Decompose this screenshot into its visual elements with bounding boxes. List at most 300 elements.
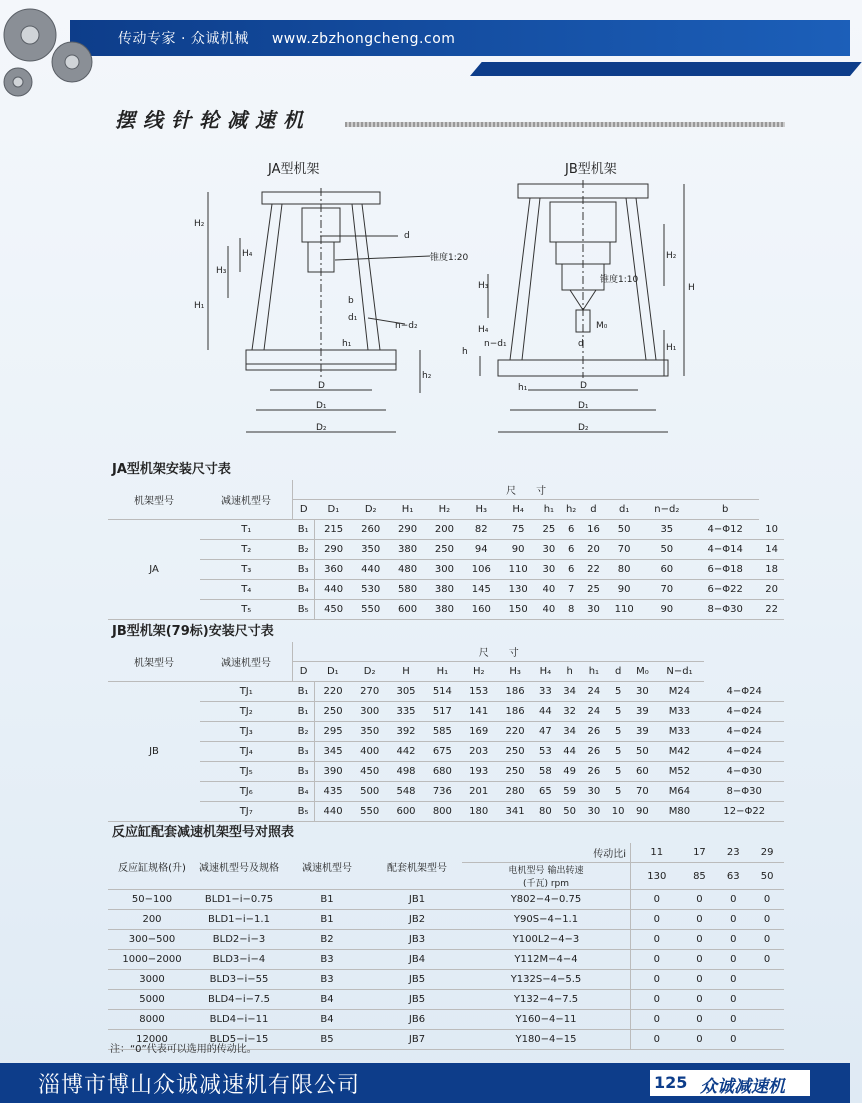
footer-brand: 众诚减速机 <box>700 1077 785 1097</box>
jb-dimension-table <box>108 642 784 822</box>
jb-value-cell: 4−Φ24 <box>704 742 784 762</box>
ja-value-cell: 25 <box>537 520 562 540</box>
ja-value-cell: 8−Φ30 <box>691 600 759 620</box>
kt-mark-cell: 0 <box>750 890 784 910</box>
jb-value-cell: 5 <box>606 782 630 802</box>
jb-value-cell: 5 <box>606 762 630 782</box>
kt-mark-cell: 0 <box>716 990 750 1010</box>
ja-label-nd2: n−d₂ <box>395 321 418 331</box>
jb-value-cell: 270 <box>351 682 387 702</box>
jb-table-row <box>108 802 784 822</box>
ja-value-cell: 16 <box>581 520 606 540</box>
kt-reducer-cell: B4 <box>282 990 372 1010</box>
kt-table-row <box>108 970 784 990</box>
jb-value-cell: 400 <box>351 742 387 762</box>
jb-value-cell: 49 <box>558 762 582 782</box>
ja-value-cell: 70 <box>606 540 643 560</box>
ja-value-cell: 160 <box>463 600 500 620</box>
ja-value-cell: 75 <box>500 520 537 540</box>
jb-reducer-cell: B₃ <box>293 742 315 762</box>
kt-mark-cell: 0 <box>631 890 683 910</box>
ja-value-cell: 94 <box>463 540 500 560</box>
kt-speed: 50 <box>750 863 784 890</box>
jb-value-cell: 39 <box>630 722 654 742</box>
ja-table-row <box>108 520 784 540</box>
ja-label-D1: D₁ <box>316 401 327 411</box>
ja-label-H3: H₃ <box>216 266 227 276</box>
kt-mark-cell: 0 <box>716 1010 750 1030</box>
kt-speed: 85 <box>683 863 717 890</box>
ja-value-cell: 6−Φ18 <box>691 560 759 580</box>
jb-value-cell: 305 <box>388 682 424 702</box>
ja-value-cell: 10 <box>759 520 784 540</box>
ja-value-cell: 30 <box>581 600 606 620</box>
jb-dim-col: H₃ <box>497 662 533 682</box>
jb-label-D: D <box>580 381 587 391</box>
ja-dim-header: 尺 寸 <box>293 480 760 500</box>
kt-frame-cell: JB4 <box>372 950 462 970</box>
ja-value-cell: 25 <box>581 580 606 600</box>
jb-value-cell: 70 <box>630 782 654 802</box>
kt-mark-cell: 0 <box>683 910 717 930</box>
jb-value-cell: 65 <box>533 782 557 802</box>
jb-frame-cell: TJ₇ <box>200 802 293 822</box>
kt-motor-cell: Y160−4−11 <box>462 1010 631 1030</box>
jb-reducer-cell: B₅ <box>293 802 315 822</box>
ja-value-cell: 7 <box>561 580 581 600</box>
jb-dim-col: D₁ <box>314 662 351 682</box>
jb-value-cell: 153 <box>461 682 497 702</box>
jb-value-cell: 250 <box>497 762 533 782</box>
ja-value-cell: 40 <box>537 580 562 600</box>
kt-spec-cell: BLD1−i−0.75 <box>196 890 282 910</box>
ja-value-cell: 8 <box>561 600 581 620</box>
jb-value-cell: 585 <box>424 722 460 742</box>
jb-value-cell: 390 <box>314 762 351 782</box>
kt-frame-cell: JB3 <box>372 930 462 950</box>
ja-value-cell: 550 <box>352 600 389 620</box>
jb-value-cell: 392 <box>388 722 424 742</box>
jb-frame-drawing <box>458 178 728 448</box>
jb-table-title: JB型机架(79标)安装尺寸表 <box>112 624 274 639</box>
ja-value-cell: 82 <box>463 520 500 540</box>
jb-frame-cell: TJ₆ <box>200 782 293 802</box>
ja-col-reducer: 减速机型号 <box>200 480 293 520</box>
jb-value-cell: 295 <box>314 722 351 742</box>
jb-value-cell: 736 <box>424 782 460 802</box>
jb-col-frame: 机架型号 <box>108 642 200 682</box>
ja-dim-col: d <box>581 500 606 520</box>
kt-col-motor-unit: (千瓦) <box>522 879 548 889</box>
jb-label-D2: D₂ <box>578 423 589 433</box>
jb-group-label: JB <box>108 682 200 822</box>
jb-value-cell: 180 <box>461 802 497 822</box>
ja-value-cell: 110 <box>500 560 537 580</box>
ja-value-cell: 14 <box>759 540 784 560</box>
kt-motor-cell: Y802−4−0.75 <box>462 890 631 910</box>
jb-value-cell: 44 <box>558 742 582 762</box>
jb-value-cell: 169 <box>461 722 497 742</box>
jb-value-cell: 24 <box>582 702 606 722</box>
kt-reducer-cell: B1 <box>282 890 372 910</box>
jb-value-cell: 186 <box>497 682 533 702</box>
ja-reducer-cell: B₄ <box>293 580 315 600</box>
ja-value-cell: 380 <box>426 580 463 600</box>
kt-kettle-cell: 5000 <box>108 990 196 1010</box>
jb-value-cell: 5 <box>606 742 630 762</box>
jb-value-cell: 33 <box>533 682 557 702</box>
ja-dim-col: H₃ <box>463 500 500 520</box>
kt-speed: 63 <box>716 863 750 890</box>
jb-dim-col: H <box>388 662 424 682</box>
jb-value-cell: 26 <box>582 762 606 782</box>
kt-ratio: 29 <box>750 843 784 863</box>
ja-label-H1: H₁ <box>194 301 205 311</box>
jb-dim-col: H₄ <box>533 662 557 682</box>
kt-kettle-cell: 1000−2000 <box>108 950 196 970</box>
ja-dim-col: b <box>691 500 759 520</box>
ja-value-cell: 50 <box>606 520 643 540</box>
title-rule <box>345 122 785 127</box>
ja-label-d: d <box>404 231 410 241</box>
jb-value-cell: 550 <box>351 802 387 822</box>
ja-value-cell: 530 <box>352 580 389 600</box>
ja-dim-col: H₄ <box>500 500 537 520</box>
kt-reducer-cell: B5 <box>282 1030 372 1050</box>
ja-dim-col: d₁ <box>606 500 643 520</box>
ja-dim-col: H₁ <box>389 500 426 520</box>
kt-speed: 130 <box>631 863 683 890</box>
jb-value-cell: 32 <box>558 702 582 722</box>
ja-group-label: JA <box>108 520 200 620</box>
jb-value-cell: 5 <box>606 702 630 722</box>
jb-value-cell: M80 <box>655 802 705 822</box>
ja-label-H2: H₂ <box>194 219 205 229</box>
ja-value-cell: 290 <box>314 540 352 560</box>
header-url: www.zbzhongcheng.com <box>271 31 456 47</box>
kt-mark-cell: 0 <box>716 970 750 990</box>
kt-mark-cell: 0 <box>683 1010 717 1030</box>
kt-reducer-cell: B2 <box>282 930 372 950</box>
ja-frame-cell: T₂ <box>200 540 293 560</box>
ja-reducer-cell: B₁ <box>293 520 315 540</box>
jb-value-cell: M52 <box>655 762 705 782</box>
jb-dim-col: h <box>558 662 582 682</box>
jb-frame-cell: TJ₅ <box>200 762 293 782</box>
ja-label-D: D <box>318 381 325 391</box>
ja-value-cell: 380 <box>426 600 463 620</box>
jb-frame-cell: TJ₁ <box>200 682 293 702</box>
jb-value-cell: 675 <box>424 742 460 762</box>
ja-dim-col: n−d₂ <box>643 500 691 520</box>
ja-frame-drawing <box>190 178 469 448</box>
kt-ratio: 11 <box>631 843 683 863</box>
kt-frame-cell: JB1 <box>372 890 462 910</box>
ja-value-cell: 200 <box>426 520 463 540</box>
kt-spec-cell: BLD4−i−11 <box>196 1010 282 1030</box>
jb-reducer-cell: B₂ <box>293 722 315 742</box>
jb-value-cell: 350 <box>351 722 387 742</box>
kt-ratio: 23 <box>716 843 750 863</box>
jb-value-cell: 548 <box>388 782 424 802</box>
jb-value-cell: 47 <box>533 722 557 742</box>
jb-reducer-cell: B₄ <box>293 782 315 802</box>
ja-value-cell: 70 <box>643 580 691 600</box>
jb-value-cell: 4−Φ24 <box>704 682 784 702</box>
kt-mark-cell <box>750 990 784 1010</box>
kt-kettle-cell: 300−500 <box>108 930 196 950</box>
jb-value-cell: 5 <box>606 682 630 702</box>
kt-col-frame: 配套机架型号 <box>372 843 462 890</box>
kt-motor-cell: Y112M−4−4 <box>462 950 631 970</box>
jb-label-taper: 锥度1:10 <box>600 275 639 285</box>
ja-col-frame: 机架型号 <box>108 480 200 520</box>
ja-value-cell: 106 <box>463 560 500 580</box>
ja-table-title: JA型机架安装尺寸表 <box>112 462 231 477</box>
kt-frame-cell: JB2 <box>372 910 462 930</box>
kettle-table-title: 反应缸配套减速机架型号对照表 <box>112 825 295 840</box>
jb-value-cell: 12−Φ22 <box>704 802 784 822</box>
kt-ratio-label: 传动比i <box>462 843 631 863</box>
kt-table-row <box>108 1010 784 1030</box>
ja-value-cell: 90 <box>500 540 537 560</box>
ja-value-cell: 260 <box>352 520 389 540</box>
jb-table-row <box>108 722 784 742</box>
jb-value-cell: 4−Φ24 <box>704 722 784 742</box>
ja-reducer-cell: B₂ <box>293 540 315 560</box>
ja-value-cell: 380 <box>389 540 426 560</box>
ja-value-cell: 440 <box>314 580 352 600</box>
ja-value-cell: 50 <box>643 540 691 560</box>
jb-value-cell: M33 <box>655 702 705 722</box>
kt-mark-cell <box>750 970 784 990</box>
jb-reducer-cell: B₃ <box>293 762 315 782</box>
jb-value-cell: 4−Φ24 <box>704 702 784 722</box>
kt-table-row <box>108 930 784 950</box>
kt-frame-cell: JB5 <box>372 990 462 1010</box>
ja-label-H4: H₄ <box>242 249 253 259</box>
jb-dim-col: D <box>293 662 315 682</box>
kt-table-row <box>108 950 784 970</box>
ja-table-row <box>108 580 784 600</box>
jb-dim-col: M₀ <box>630 662 654 682</box>
jb-label-H3: H₃ <box>478 281 489 291</box>
jb-value-cell: M64 <box>655 782 705 802</box>
ja-value-cell: 450 <box>314 600 352 620</box>
jb-label-h1: h₁ <box>518 383 528 393</box>
ja-value-cell: 22 <box>759 600 784 620</box>
kt-reducer-cell: B1 <box>282 910 372 930</box>
page-number: 125 <box>654 1073 688 1092</box>
header-tagline-text: 传动专家 · 众诚机械 <box>118 31 249 47</box>
kt-mark-cell: 0 <box>631 950 683 970</box>
kt-speed-unit: rpm <box>550 879 570 889</box>
kt-table-row <box>108 990 784 1010</box>
ja-value-cell: 6−Φ22 <box>691 580 759 600</box>
jb-value-cell: 514 <box>424 682 460 702</box>
kt-frame-cell: JB5 <box>372 970 462 990</box>
kt-motor-cell: Y132S−4−5.5 <box>462 970 631 990</box>
kt-col-spec: 减速机型号及规格 <box>196 843 282 890</box>
kt-spec-cell: BLD3−i−55 <box>196 970 282 990</box>
section-title: 摆线针轮减速机 <box>115 108 311 132</box>
ja-value-cell: 90 <box>643 600 691 620</box>
jb-value-cell: 4−Φ30 <box>704 762 784 782</box>
kt-motor-cell: Y180−4−15 <box>462 1030 631 1050</box>
kt-mark-cell: 0 <box>631 990 683 1010</box>
jb-value-cell: 50 <box>558 802 582 822</box>
jb-label-nd1: n−d₁ <box>484 339 507 349</box>
jb-value-cell: 435 <box>314 782 351 802</box>
ja-dim-col: D₁ <box>314 500 352 520</box>
jb-table-row <box>108 702 784 722</box>
jb-label-h: h <box>462 347 468 357</box>
kettle-match-table <box>108 843 784 1050</box>
kt-frame-cell: JB6 <box>372 1010 462 1030</box>
ja-value-cell: 360 <box>314 560 352 580</box>
jb-value-cell: 60 <box>630 762 654 782</box>
jb-value-cell: 80 <box>533 802 557 822</box>
ja-frame-cell: T₄ <box>200 580 293 600</box>
jb-label-D1: D₁ <box>578 401 589 411</box>
kt-spec-cell: BLD5−i−15 <box>196 1030 282 1050</box>
ja-value-cell: 290 <box>389 520 426 540</box>
jb-value-cell: 24 <box>582 682 606 702</box>
jb-value-cell: 500 <box>351 782 387 802</box>
jb-value-cell: 300 <box>351 702 387 722</box>
ja-value-cell: 6 <box>561 560 581 580</box>
kt-speed-label: 输出转速 <box>547 866 584 876</box>
ja-frame-cell: T₁ <box>200 520 293 540</box>
jb-value-cell: 30 <box>630 682 654 702</box>
ja-dim-col: D₂ <box>352 500 389 520</box>
jb-dim-col: H₂ <box>461 662 497 682</box>
jb-value-cell: 26 <box>582 722 606 742</box>
jb-dim-col: h₁ <box>582 662 606 682</box>
ja-value-cell: 6 <box>561 540 581 560</box>
gears-icon <box>0 0 100 100</box>
ja-value-cell: 440 <box>352 560 389 580</box>
jb-value-cell: 220 <box>497 722 533 742</box>
kt-motor-cell: Y132−4−7.5 <box>462 990 631 1010</box>
kt-table-row <box>108 890 784 910</box>
kt-frame-cell: JB7 <box>372 1030 462 1050</box>
jb-dim-header: 尺 寸 <box>293 642 705 662</box>
ja-value-cell: 30 <box>537 540 562 560</box>
kt-reducer-cell: B3 <box>282 970 372 990</box>
kt-reducer-cell: B4 <box>282 1010 372 1030</box>
jb-dim-col: H₁ <box>424 662 460 682</box>
ja-label-h1: h₁ <box>342 339 352 349</box>
kt-mark-cell: 0 <box>631 930 683 950</box>
kt-mark-cell: 0 <box>683 990 717 1010</box>
ja-value-cell: 20 <box>581 540 606 560</box>
ja-value-cell: 30 <box>537 560 562 580</box>
ja-value-cell: 580 <box>389 580 426 600</box>
jb-value-cell: 34 <box>558 682 582 702</box>
ja-dim-col: H₂ <box>426 500 463 520</box>
ja-label-D2: D₂ <box>316 423 327 433</box>
kt-kettle-cell: 3000 <box>108 970 196 990</box>
jb-value-cell: 10 <box>606 802 630 822</box>
jb-reducer-cell: B₁ <box>293 702 315 722</box>
jb-value-cell: 498 <box>388 762 424 782</box>
jb-label-H4: H₄ <box>478 325 489 335</box>
jb-col-reducer: 减速机型号 <box>200 642 293 682</box>
kt-kettle-cell: 12000 <box>108 1030 196 1050</box>
jb-frame-cell: TJ₄ <box>200 742 293 762</box>
jb-value-cell: 450 <box>351 762 387 782</box>
jb-label-H: H <box>688 283 695 293</box>
kt-mark-cell: 0 <box>683 890 717 910</box>
kt-reducer-cell: B3 <box>282 950 372 970</box>
header-tagline <box>118 28 455 48</box>
jb-label-d: d <box>578 339 584 349</box>
jb-value-cell: 203 <box>461 742 497 762</box>
kt-ratio: 17 <box>683 843 717 863</box>
ja-value-cell: 600 <box>389 600 426 620</box>
ja-drawing-title: JA型机架 <box>268 162 320 177</box>
jb-dim-col: D₂ <box>351 662 387 682</box>
jb-table-row <box>108 682 784 702</box>
jb-value-cell: 517 <box>424 702 460 722</box>
kt-kettle-cell: 200 <box>108 910 196 930</box>
jb-label-M0: M₀ <box>596 321 608 331</box>
kt-kettle-cell: 8000 <box>108 1010 196 1030</box>
kt-mark-cell: 0 <box>716 930 750 950</box>
jb-value-cell: 30 <box>582 782 606 802</box>
jb-value-cell: 341 <box>497 802 533 822</box>
ja-value-cell: 480 <box>389 560 426 580</box>
ja-table-row <box>108 540 784 560</box>
jb-value-cell: 5 <box>606 722 630 742</box>
kt-mark-cell <box>750 1030 784 1050</box>
kt-mark-cell: 0 <box>631 970 683 990</box>
kt-motor-cell: Y90S−4−1.1 <box>462 910 631 930</box>
jb-value-cell: 201 <box>461 782 497 802</box>
ja-value-cell: 35 <box>643 520 691 540</box>
jb-value-cell: 30 <box>582 802 606 822</box>
kt-mark-cell: 0 <box>683 1030 717 1050</box>
jb-label-H1: H₁ <box>666 343 677 353</box>
ja-value-cell: 350 <box>352 540 389 560</box>
kt-mark-cell: 0 <box>683 930 717 950</box>
kt-mark-cell: 0 <box>631 910 683 930</box>
ja-label-b: b <box>348 296 354 306</box>
ja-frame-cell: T₅ <box>200 600 293 620</box>
jb-value-cell: 442 <box>388 742 424 762</box>
jb-frame-cell: TJ₂ <box>200 702 293 722</box>
ja-reducer-cell: B₃ <box>293 560 315 580</box>
ja-value-cell: 250 <box>426 540 463 560</box>
header-slash-decoration <box>470 62 862 76</box>
ja-value-cell: 215 <box>314 520 352 540</box>
kt-table-row <box>108 910 784 930</box>
jb-frame-cell: TJ₃ <box>200 722 293 742</box>
jb-value-cell: 34 <box>558 722 582 742</box>
page-header <box>0 0 850 80</box>
ja-value-cell: 20 <box>759 580 784 600</box>
kt-kettle-cell: 50−100 <box>108 890 196 910</box>
jb-value-cell: 335 <box>388 702 424 722</box>
jb-value-cell: 26 <box>582 742 606 762</box>
jb-value-cell: 600 <box>388 802 424 822</box>
ja-dim-col: h₁ <box>537 500 562 520</box>
kt-mark-cell: 0 <box>716 1030 750 1050</box>
kt-mark-cell: 0 <box>716 910 750 930</box>
kt-motor-cell: Y100L2−4−3 <box>462 930 631 950</box>
kt-mark-cell: 0 <box>750 930 784 950</box>
